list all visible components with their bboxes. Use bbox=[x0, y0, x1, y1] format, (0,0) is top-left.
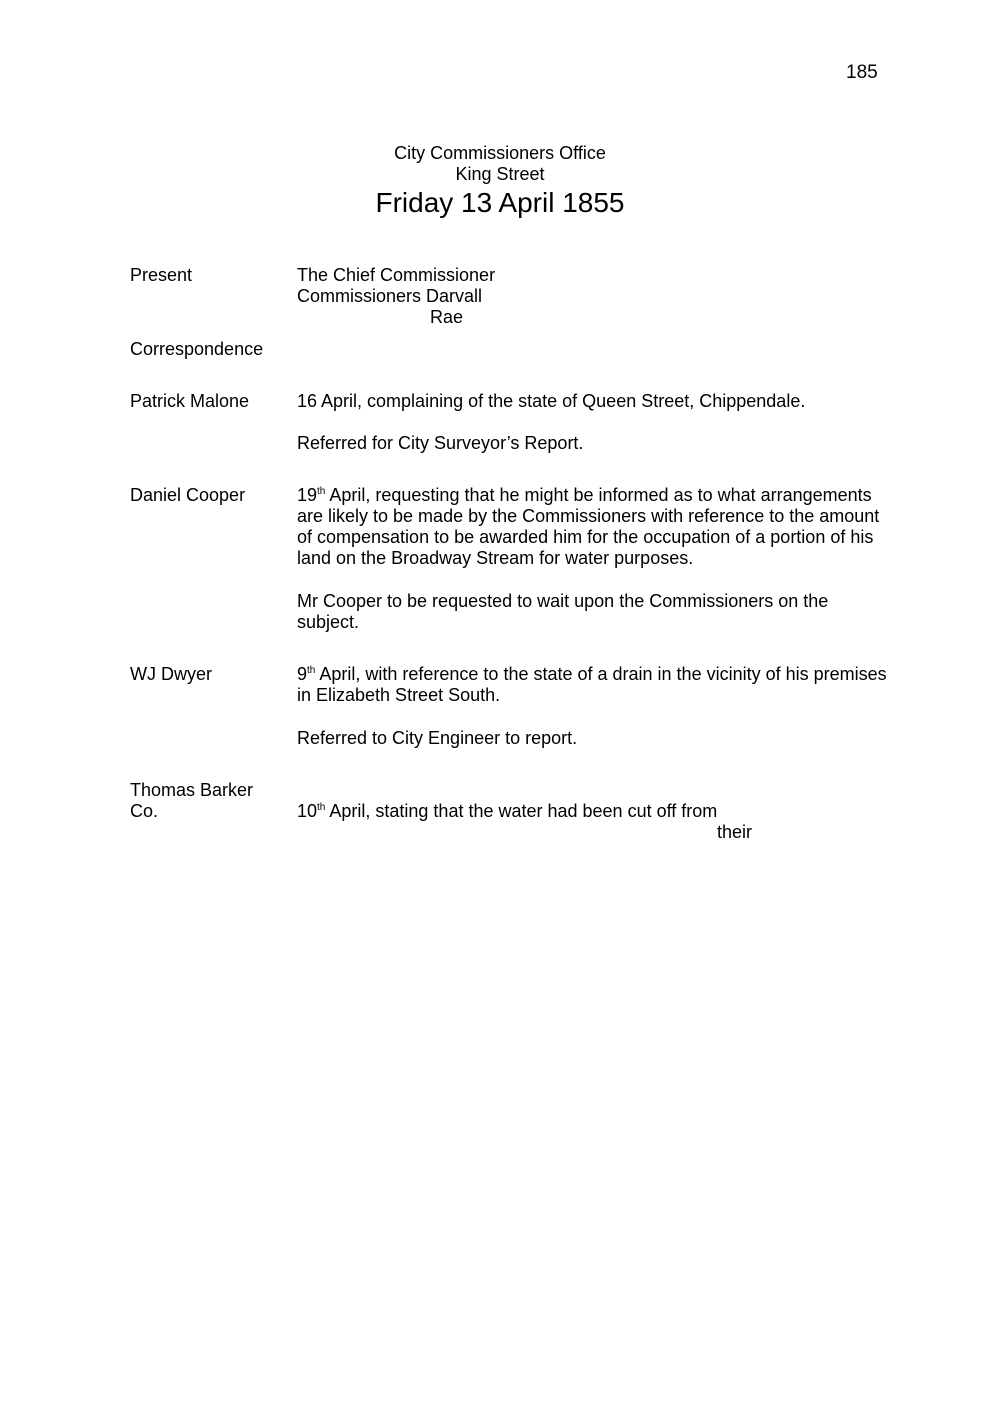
meeting-date: Friday 13 April 1855 bbox=[375, 187, 625, 218]
correspondent-name: Patrick Malone bbox=[130, 391, 250, 411]
present-commissioner-rae: Rae bbox=[430, 307, 464, 327]
letter-text: April, requesting that he might be informed as to what arrangements bbox=[325, 485, 872, 505]
resolution-text: Mr Cooper to be requested to wait upon the Commissioners on the bbox=[297, 591, 829, 611]
resolution: Referred to City Engineer to report. bbox=[297, 728, 578, 748]
letter-text: land on the Broadway Stream for water purposes. bbox=[297, 548, 694, 568]
correspondent-name: WJ Dwyer bbox=[130, 664, 212, 684]
correspondent-name: Daniel Cooper bbox=[130, 485, 246, 505]
ordinal-suffix: th bbox=[317, 486, 326, 497]
letter-summary bbox=[297, 664, 909, 706]
letter-day: 10 bbox=[297, 801, 318, 821]
letter-summary bbox=[297, 801, 909, 843]
letter-text: are likely to be made by the Commissioners with reference to the amount bbox=[297, 506, 880, 526]
letter-text: their bbox=[717, 822, 753, 842]
resolution: Referred for City Surveyor’s Report. bbox=[297, 433, 584, 453]
letter-text: April, stating that the water had been cut off from bbox=[325, 801, 718, 821]
resolution-text: subject. bbox=[297, 612, 360, 632]
letter-summary: 16 April, complaining of the state of Queen Street, Chippendale. bbox=[297, 391, 806, 411]
present-commissioners: Commissioners Darvall bbox=[297, 286, 483, 306]
page-number: 185 bbox=[846, 62, 878, 83]
minutes-heading bbox=[0, 143, 1000, 220]
letter-text: of compensation to be awarded him for the occupation of a portion of his bbox=[297, 527, 874, 547]
resolution bbox=[297, 591, 909, 633]
letter-text: April, with reference to the state of a drain in the vicinity of his premises bbox=[315, 664, 887, 684]
present-list bbox=[297, 265, 909, 328]
ordinal-suffix: th bbox=[307, 665, 316, 676]
correspondence-label: Correspondence bbox=[130, 339, 264, 359]
office-street: King Street bbox=[455, 164, 545, 184]
letter-day: 9 bbox=[297, 664, 308, 684]
letter-day: 19 bbox=[297, 485, 318, 505]
present-chief-commissioner: The Chief Commissioner bbox=[297, 265, 496, 285]
correspondent-name bbox=[130, 780, 253, 822]
letter-text: in Elizabeth Street South. bbox=[297, 685, 501, 705]
correspondent-name-line: Thomas Barker bbox=[130, 780, 254, 800]
office-name: City Commissioners Office bbox=[394, 143, 606, 163]
correspondent-name-line: Co. bbox=[130, 801, 159, 821]
present-label: Present bbox=[130, 265, 193, 285]
ordinal-suffix: th bbox=[317, 802, 326, 813]
letter-summary bbox=[297, 485, 909, 569]
